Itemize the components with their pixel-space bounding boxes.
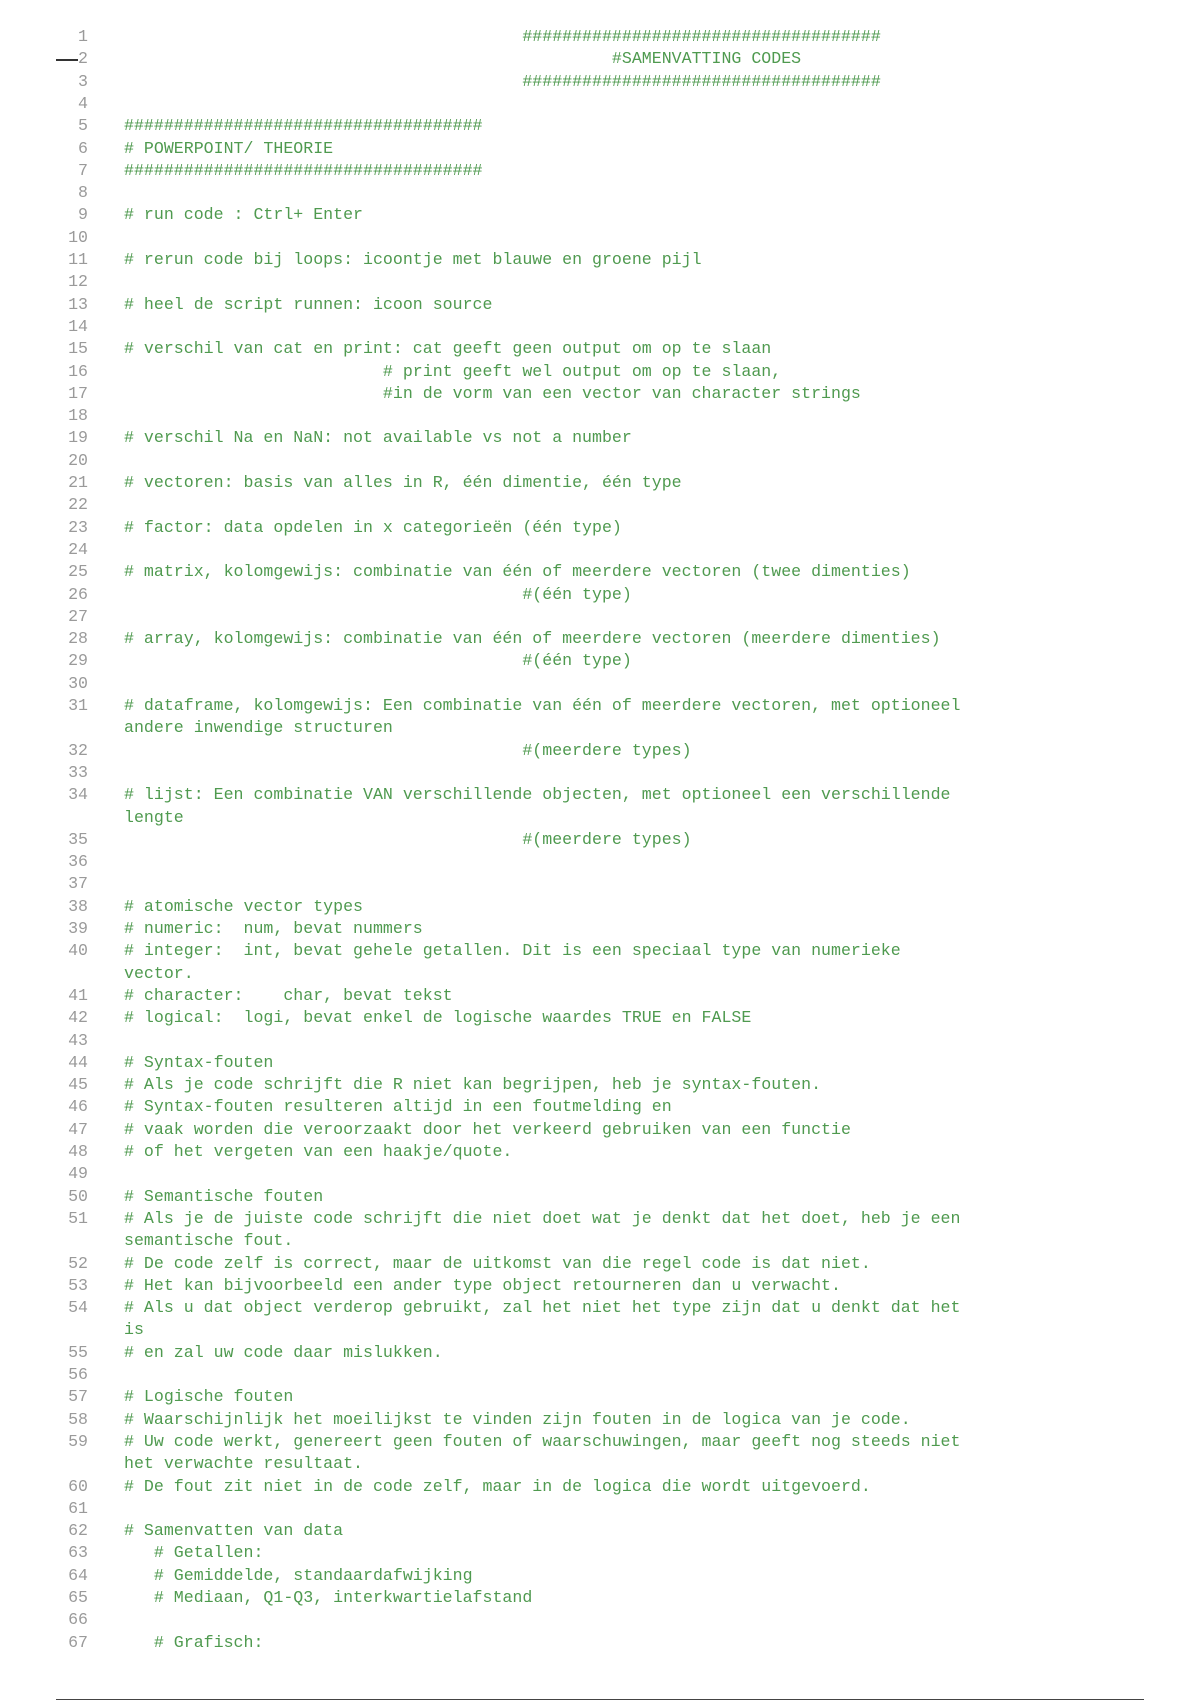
line-text: #(één type)	[124, 651, 632, 671]
line-number: 23	[68, 517, 88, 537]
line-text: # print geeft wel output om op te slaan,	[124, 361, 782, 381]
line-number: 49	[68, 1164, 88, 1184]
line-text: #(meerdere types)	[124, 740, 692, 760]
line-text: # matrix, kolomgewijs: combinatie van één of meerdere vectoren (twee dimenties)	[124, 562, 911, 582]
line-number: 51	[68, 1208, 88, 1228]
line-text-wrapped: vector.	[124, 963, 194, 983]
line-number: 64	[68, 1565, 88, 1585]
line-text: # Gemiddelde, standaardafwijking	[124, 1565, 473, 1585]
line-text: # of het vergeten van een haakje/quote.	[124, 1142, 513, 1161]
line-text: # Mediaan, Q1-Q3, interkwartielafstand	[124, 1588, 533, 1607]
line-number: 44	[68, 1052, 88, 1072]
line-text: ####################################	[124, 27, 881, 46]
line-text: # De code zelf is correct, maar de uitkomst van die regel code is dat niet.	[124, 1253, 871, 1273]
line-number: 29	[68, 651, 88, 671]
line-text: # vaak worden die veroorzaakt door het verkeerd gebruiken van een functie	[124, 1119, 851, 1139]
line-number: 63	[68, 1543, 88, 1563]
line-text: # Het kan bijvoorbeeld een ander type object retourneren dan u verwacht.	[124, 1275, 841, 1295]
line-text-wrapped: andere inwendige structuren	[124, 718, 393, 738]
line-number: 53	[68, 1275, 88, 1295]
line-number: 17	[68, 383, 88, 403]
line-text: # POWERPOINT/ THEORIE	[124, 138, 334, 158]
line-text: # Als u dat object verderop gebruikt, zal het niet het type zijn dat u denkt dat het	[124, 1298, 961, 1318]
line-text: # array, kolomgewijs: combinatie van één of meerdere vectoren (meerdere dimenties)	[124, 629, 941, 649]
line-number: 30	[68, 673, 88, 693]
line-text-wrapped: is	[124, 1320, 144, 1340]
line-number: 20	[68, 450, 88, 470]
line-number: 46	[68, 1097, 88, 1117]
line-text: # Als je de juiste code schrijft die niet doet wat je denkt dat het doet, heb je een	[124, 1208, 961, 1228]
line-number: 2	[78, 49, 88, 69]
line-number: 31	[68, 696, 88, 715]
line-number: 39	[68, 919, 88, 938]
line-number: 3	[78, 71, 88, 91]
line-text: # verschil Na en NaN: not available vs not a number	[124, 428, 632, 448]
line-number: 35	[68, 829, 88, 849]
line-number: 36	[68, 852, 88, 872]
line-number: 8	[78, 183, 88, 203]
line-number: 16	[68, 361, 88, 381]
line-number: 21	[68, 473, 88, 492]
line-text: # run code : Ctrl+ Enter	[124, 205, 363, 225]
line-text: #in de vorm van een vector van character strings	[124, 383, 861, 403]
line-text: # en zal uw code daar mislukken.	[124, 1342, 443, 1362]
line-number: 5	[78, 116, 88, 136]
line-number: 11	[68, 250, 88, 269]
line-text: ####################################	[124, 160, 483, 180]
line-text: # heel de script runnen: icoon source	[124, 294, 493, 314]
line-number: 62	[68, 1521, 88, 1541]
line-text: # vectoren: basis van alles in R, één dimentie, één type	[124, 473, 682, 492]
line-number: 25	[68, 562, 88, 582]
line-text: # De fout zit niet in de code zelf, maar in de logica die wordt uitgevoerd.	[124, 1476, 871, 1496]
line-number: 38	[68, 896, 88, 916]
line-number: 12	[68, 272, 88, 292]
line-number: 48	[68, 1142, 88, 1161]
line-number: 4	[78, 93, 88, 113]
line-number: 24	[68, 539, 88, 559]
line-number: 42	[68, 1008, 88, 1028]
line-number: 37	[68, 874, 88, 894]
line-text: # rerun code bij loops: icoontje met blauwe en groene pijl	[124, 250, 702, 269]
line-number: 32	[68, 740, 88, 760]
line-number: 45	[68, 1075, 88, 1095]
line-number: 56	[68, 1365, 88, 1384]
line-text: # Als je code schrijft die R niet kan begrijpen, heb je syntax-fouten.	[124, 1075, 822, 1095]
line-text: # atomische vector types	[124, 896, 363, 916]
line-number: 19	[68, 428, 88, 448]
line-number: 18	[68, 406, 88, 426]
line-text: ####################################	[124, 116, 483, 136]
line-text: # numeric: num, bevat nummers	[124, 919, 423, 938]
line-number: 52	[68, 1253, 88, 1273]
line-text: # lijst: Een combinatie VAN verschillende objecten, met optioneel een verschillende	[124, 785, 951, 805]
line-text-wrapped: het verwachte resultaat.	[124, 1454, 363, 1474]
line-text: # Waarschijnlijk het moeilijkst te vinden zijn fouten in de logica van je code.	[124, 1409, 911, 1429]
line-text: # Semantische fouten	[124, 1186, 324, 1206]
line-text: # factor: data opdelen in x categorieën (één type)	[124, 517, 622, 537]
line-text: # Uw code werkt, genereert geen fouten of waarschuwingen, maar geeft nog steeds niet	[124, 1431, 961, 1451]
line-text: # verschil van cat en print: cat geeft geen output om op te slaan	[124, 339, 772, 359]
line-number: 47	[68, 1119, 88, 1139]
line-number: 67	[68, 1632, 88, 1652]
line-number: 6	[78, 138, 88, 158]
line-text: #(meerdere types)	[124, 829, 692, 849]
line-text: # character: char, bevat tekst	[124, 985, 453, 1005]
line-number: 7	[78, 160, 88, 180]
line-number: 43	[68, 1030, 88, 1050]
line-number: 40	[68, 941, 88, 961]
line-number: 9	[78, 205, 88, 225]
line-number: 26	[68, 584, 88, 604]
line-text: # dataframe, kolomgewijs: Een combinatie van één of meerdere vectoren, met optioneel	[124, 696, 961, 715]
line-number: 15	[68, 339, 88, 359]
line-text: # integer: int, bevat gehele getallen. Dit is een speciaal type van numerieke	[124, 941, 901, 961]
line-number: 65	[68, 1588, 88, 1607]
line-number: 57	[68, 1387, 88, 1407]
line-text: # logical: logi, bevat enkel de logische waardes TRUE en FALSE	[124, 1008, 752, 1028]
line-number: 34	[68, 785, 88, 805]
line-number: 59	[68, 1431, 88, 1451]
line-number: 55	[68, 1342, 88, 1362]
line-text: # Samenvatten van data	[124, 1521, 344, 1541]
line-text: # Syntax-fouten	[124, 1052, 274, 1072]
line-number: 60	[68, 1476, 88, 1496]
line-number: 61	[68, 1498, 88, 1518]
line-text: #SAMENVATTING CODES	[124, 49, 802, 69]
line-text-wrapped: lengte	[124, 807, 184, 827]
line-number: 66	[68, 1610, 88, 1630]
line-text: ####################################	[124, 71, 881, 91]
line-number: 22	[68, 495, 88, 515]
line-number: 54	[68, 1298, 88, 1318]
line-text: #(één type)	[124, 584, 632, 604]
line-number: 1	[78, 27, 88, 46]
line-number: 41	[68, 985, 88, 1005]
line-number: 58	[68, 1409, 88, 1429]
line-text: # Getallen:	[124, 1543, 264, 1563]
line-number: 10	[68, 227, 88, 247]
line-text-wrapped: semantische fout.	[124, 1231, 294, 1251]
line-number: 50	[68, 1186, 88, 1206]
line-number: 33	[68, 762, 88, 782]
line-number: 28	[68, 629, 88, 649]
line-number: 27	[68, 606, 88, 626]
line-text: # Grafisch:	[124, 1632, 264, 1652]
line-number: 14	[68, 316, 88, 336]
line-text: # Syntax-fouten resulteren altijd in een foutmelding en	[124, 1097, 672, 1117]
line-number: 13	[68, 294, 88, 314]
line-text: # Logische fouten	[124, 1387, 294, 1407]
